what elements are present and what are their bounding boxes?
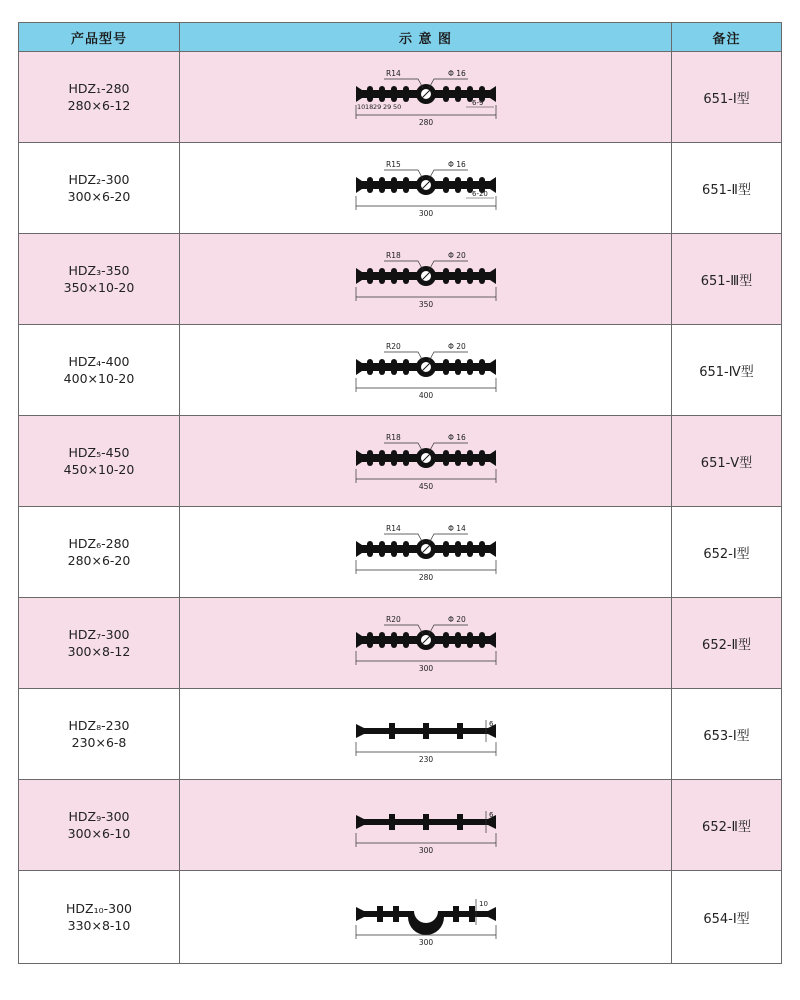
model-code: HDZ₄-400 xyxy=(68,354,130,369)
model-cell xyxy=(19,780,180,870)
header-diagram: 示 意 图 xyxy=(180,23,672,51)
table-row xyxy=(19,52,781,143)
model-cell xyxy=(19,507,180,597)
table-row xyxy=(19,416,781,507)
model-code: HDZ₇-300 xyxy=(68,627,130,642)
segment-dimension-label: 10 xyxy=(356,103,365,111)
note-cell: 652-Ⅰ型 xyxy=(703,546,750,562)
width-label: 350 xyxy=(418,300,433,309)
waterstop-profile-diagram xyxy=(326,514,526,590)
diagram-cell xyxy=(180,780,672,870)
width-label: 450 xyxy=(418,482,433,491)
table-row xyxy=(19,325,781,416)
model-code: HDZ₁-280 xyxy=(68,81,130,96)
note-cell: 653-Ⅰ型 xyxy=(703,728,750,744)
table-row xyxy=(19,143,781,234)
width-label: 300 xyxy=(418,209,433,218)
model-size: 330×8-10 xyxy=(67,918,131,933)
segment-dimension-label: 29 xyxy=(382,103,391,111)
diagram-cell xyxy=(180,689,672,779)
diameter-label: Φ 16 xyxy=(447,69,466,78)
diagram-cell xyxy=(180,416,672,506)
model-size: 450×10-20 xyxy=(63,462,135,477)
radius-label: R20 xyxy=(385,615,401,624)
table-header xyxy=(19,23,781,52)
model-cell xyxy=(19,143,180,233)
waterstop-profile-diagram xyxy=(326,150,526,226)
radius-label: R18 xyxy=(385,433,401,442)
diagram-cell xyxy=(180,871,672,963)
waterstop-profile-diagram xyxy=(326,787,526,863)
model-cell xyxy=(19,871,180,963)
model-size: 300×8-12 xyxy=(67,644,131,659)
model-code: HDZ₂-300 xyxy=(68,172,130,187)
diagram-cell xyxy=(180,325,672,415)
diameter-label: Φ 16 xyxy=(447,433,466,442)
waterstop-profile-diagram xyxy=(326,332,526,408)
model-size: 300×6-10 xyxy=(67,826,131,841)
waterstop-profile-diagram xyxy=(326,423,526,499)
table-row xyxy=(19,507,781,598)
model-cell xyxy=(19,325,180,415)
diagram-cell xyxy=(180,52,672,142)
note-cell: 652-Ⅱ型 xyxy=(702,637,751,653)
thickness-label: 10 xyxy=(478,900,488,908)
note-cell: 651-Ⅲ型 xyxy=(700,273,753,289)
radius-label: R14 xyxy=(385,524,401,533)
radius-label: R14 xyxy=(385,69,401,78)
diagram-cell xyxy=(180,234,672,324)
note-cell: 652-Ⅱ型 xyxy=(702,819,751,835)
width-label: 300 xyxy=(418,846,433,855)
table-row xyxy=(19,234,781,325)
model-code: HDZ₅-450 xyxy=(68,445,130,460)
diameter-label: Φ 14 xyxy=(447,524,466,533)
diagram-cell xyxy=(180,598,672,688)
model-code: HDZ₉-300 xyxy=(68,809,130,824)
note-cell: 651-Ⅳ型 xyxy=(699,364,754,380)
model-size: 230×6-8 xyxy=(71,735,127,750)
note-cell: 651-Ⅱ型 xyxy=(702,182,751,198)
width-label: 230 xyxy=(418,755,433,764)
radius-label: R20 xyxy=(385,342,401,351)
model-cell xyxy=(19,234,180,324)
waterstop-profile-diagram xyxy=(326,59,526,135)
thickness-label: 6 xyxy=(488,811,493,819)
table-row xyxy=(19,598,781,689)
thickness-label: 6-9 xyxy=(471,99,483,107)
model-size: 300×6-20 xyxy=(67,189,131,204)
thickness-label: 6 xyxy=(488,720,493,728)
width-label: 280 xyxy=(418,118,433,127)
note-cell: 651-Ⅴ型 xyxy=(700,455,753,471)
width-label: 300 xyxy=(418,938,433,947)
segment-dimension-label: 50 xyxy=(392,103,401,111)
waterstop-profile-diagram xyxy=(326,605,526,681)
radius-label: R18 xyxy=(385,251,401,260)
segment-dimension-label: 29 xyxy=(372,103,381,111)
model-code: HDZ₃-350 xyxy=(68,263,130,278)
table-row xyxy=(19,780,781,871)
diameter-label: Φ 20 xyxy=(447,615,466,624)
segment-dimension-label: 18 xyxy=(364,103,373,111)
note-cell: 654-Ⅰ型 xyxy=(703,911,750,927)
note-cell: 651-Ⅰ型 xyxy=(703,91,750,107)
header-model: 产品型号 xyxy=(19,23,180,51)
model-cell xyxy=(19,52,180,142)
model-size: 280×6-20 xyxy=(67,553,131,568)
diagram-cell xyxy=(180,507,672,597)
thickness-label: 6-20 xyxy=(471,190,488,198)
model-cell xyxy=(19,689,180,779)
model-cell xyxy=(19,416,180,506)
width-label: 400 xyxy=(418,391,433,400)
model-cell xyxy=(19,598,180,688)
table-row xyxy=(19,871,781,963)
diameter-label: Φ 20 xyxy=(447,251,466,260)
header-note: 备注 xyxy=(712,31,741,47)
product-table xyxy=(18,22,782,964)
model-size: 280×6-12 xyxy=(67,98,131,113)
width-label: 300 xyxy=(418,664,433,673)
table-body xyxy=(19,52,781,963)
model-code: HDZ₆-280 xyxy=(68,536,130,551)
radius-label: R15 xyxy=(385,160,401,169)
diameter-label: Φ 16 xyxy=(447,160,466,169)
model-code: HDZ₈-230 xyxy=(68,718,130,733)
width-label: 280 xyxy=(418,573,433,582)
model-size: 350×10-20 xyxy=(63,280,135,295)
model-code: HDZ₁₀-300 xyxy=(66,901,132,916)
diameter-label: Φ 20 xyxy=(447,342,466,351)
table-row xyxy=(19,689,781,780)
model-size: 400×10-20 xyxy=(63,371,135,386)
waterstop-profile-diagram xyxy=(326,696,526,772)
waterstop-profile-diagram xyxy=(326,241,526,317)
diagram-cell xyxy=(180,143,672,233)
waterstop-profile-diagram xyxy=(326,879,526,955)
